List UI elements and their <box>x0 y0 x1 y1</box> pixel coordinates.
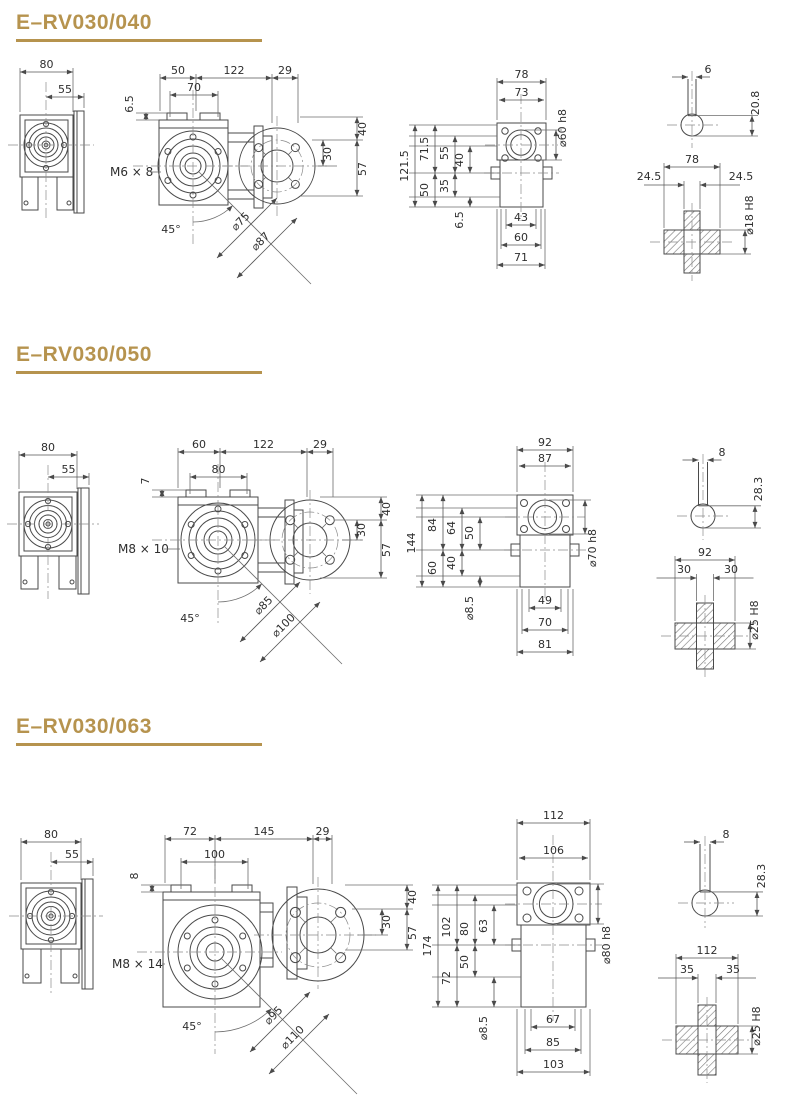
dimension-label: 24.5 <box>636 170 662 183</box>
dimension-label: 112 <box>543 809 564 822</box>
section-title-rv030-050: E–RV030/050 <box>16 343 152 366</box>
dimension-label: 106 <box>543 844 564 857</box>
dimension-label: 122 <box>223 64 245 77</box>
dimension-label: 72 <box>183 825 197 838</box>
dimension-label: 30 <box>724 563 738 576</box>
rear-view <box>421 809 613 1076</box>
section-header-rv030-063 <box>16 716 262 746</box>
dimension-label: 112 <box>696 944 718 957</box>
dimension-label: 92 <box>538 436 552 449</box>
dimension-label: 64 <box>445 521 458 535</box>
dimension-label: 80 <box>211 463 226 476</box>
dimension-label: 35 <box>726 963 740 976</box>
shaft-view <box>658 828 768 1083</box>
rear-view <box>398 68 569 269</box>
dimension-label: 45° <box>161 223 181 236</box>
shaft-view <box>637 63 762 281</box>
dimension-label: 30 <box>380 915 393 929</box>
dimension-label: 71 <box>514 251 528 264</box>
dimension-label: 174 <box>421 935 434 957</box>
side-view <box>112 825 419 1094</box>
dimension-label: M6 × 8 <box>110 165 154 179</box>
dimension-label: 71.5 <box>418 136 431 162</box>
dimension-label: ⌀75 <box>228 209 253 234</box>
dimension-label: ⌀100 <box>269 611 298 640</box>
dimension-label: ⌀87 <box>248 229 273 254</box>
side-view <box>110 64 369 284</box>
dimension-label: 8 <box>718 446 726 459</box>
dimension-label: 50 <box>463 526 476 540</box>
dimension-label: M8 × 14 <box>112 957 163 971</box>
dimension-label: 70 <box>538 616 552 629</box>
dimension-label: 55 <box>438 146 451 160</box>
dimension-label: ⌀110 <box>278 1023 307 1052</box>
dimension-label: 29 <box>315 825 330 838</box>
dimension-label: 122 <box>253 438 274 451</box>
dimension-label: 144 <box>405 532 418 554</box>
dimension-label: 121.5 <box>398 150 411 182</box>
dimension-label: 145 <box>253 825 275 838</box>
dimension-label: 103 <box>543 1058 564 1071</box>
dimension-label: M8 × 10 <box>118 542 169 556</box>
dimension-label: 6.5 <box>453 211 466 229</box>
dimension-label: 35 <box>680 963 694 976</box>
dimension-label: 80 <box>39 58 54 71</box>
dimension-label: 80 <box>44 828 58 841</box>
section-drawing-3 <box>9 809 768 1094</box>
dimension-label: 63 <box>477 919 490 933</box>
section-drawing-1 <box>8 58 762 284</box>
dimension-label: 40 <box>356 122 369 136</box>
section-header-rv030-040 <box>16 12 262 42</box>
dimension-label: 57 <box>356 162 369 176</box>
dimension-label: 72 <box>440 971 453 985</box>
dimension-label: 30 <box>321 147 334 161</box>
dimension-label: 57 <box>406 926 419 940</box>
shaft-view <box>657 446 766 677</box>
dimension-label: 40 <box>406 890 419 904</box>
dimension-label: 35 <box>438 179 451 193</box>
dimension-label: ⌀85 <box>251 593 276 618</box>
dimension-label: 81 <box>538 638 552 651</box>
dimension-label: 57 <box>380 543 393 557</box>
dimension-label: 29 <box>313 438 327 451</box>
dimension-label: 87 <box>538 452 552 465</box>
dimension-label: 67 <box>546 1013 560 1026</box>
front-view <box>9 828 103 993</box>
dimension-label: 70 <box>187 81 201 94</box>
dimension-label: ⌀18 H8 <box>743 195 756 235</box>
dimension-label: ⌀25 H8 <box>748 600 761 640</box>
dimension-label: 60 <box>514 231 528 244</box>
dimension-label: 20.8 <box>749 90 762 116</box>
dimension-label: 55 <box>58 83 72 96</box>
dimension-label: 78 <box>514 68 529 81</box>
dimension-label: 8 <box>128 872 141 880</box>
dimension-label: 28.3 <box>755 863 768 889</box>
dimension-label: 85 <box>546 1036 560 1049</box>
section-drawing-2 <box>7 436 765 677</box>
dimension-label: ⌀25 H8 <box>750 1006 763 1046</box>
dimension-label: 29 <box>278 64 292 77</box>
dimension-label: 6.5 <box>123 95 136 113</box>
dimension-label: 100 <box>204 848 225 861</box>
dimension-label: 43 <box>514 211 528 224</box>
dimension-label: 45° <box>182 1020 202 1033</box>
dimension-label: 40 <box>380 502 393 516</box>
dimension-label: 80 <box>41 441 55 454</box>
side-view <box>118 438 393 664</box>
dimension-label: ⌀70 h8 <box>586 528 599 568</box>
dimension-label: ⌀80 h8 <box>600 925 613 965</box>
dimension-label: 6 <box>704 63 712 76</box>
dimension-label: 28.3 <box>752 476 765 502</box>
dimension-label: 8 <box>722 828 730 841</box>
dimension-label: ⌀60 h8 <box>556 108 569 148</box>
dimension-label: 40 <box>453 153 466 167</box>
dimension-label: ⌀8.5 <box>463 595 476 621</box>
front-view <box>7 441 99 599</box>
section-header-rv030-050 <box>16 344 262 374</box>
dimension-label: 60 <box>192 438 206 451</box>
section-title-rv030-040: E–RV030/040 <box>16 11 152 34</box>
dimension-label: 80 <box>458 922 471 936</box>
dimension-label: 24.5 <box>728 170 754 183</box>
dimension-label: 50 <box>418 183 431 197</box>
dimension-label: 102 <box>440 916 453 938</box>
dimension-label: 55 <box>65 848 79 861</box>
section-title-rv030-063: E–RV030/063 <box>16 715 152 738</box>
dimension-label: 84 <box>426 518 439 532</box>
rear-view <box>405 436 599 656</box>
dimension-label: 45° <box>180 612 200 625</box>
dimension-label: 49 <box>538 594 552 607</box>
front-view <box>8 58 94 220</box>
dimension-label: ⌀95 <box>261 1003 286 1028</box>
dimension-label: 40 <box>445 556 458 570</box>
dimension-label: 50 <box>171 64 185 77</box>
dimension-label: 78 <box>685 153 699 166</box>
dimension-label: 30 <box>677 563 691 576</box>
dimension-label: 55 <box>61 463 76 476</box>
dimension-label: 73 <box>514 86 529 99</box>
dimension-label: 60 <box>426 561 439 575</box>
dimension-label: ⌀8.5 <box>477 1015 490 1041</box>
dimension-label: 92 <box>698 546 712 559</box>
dimension-label: 30 <box>355 523 368 537</box>
dimension-label: 50 <box>458 955 471 969</box>
dimension-label: 7 <box>139 477 152 485</box>
